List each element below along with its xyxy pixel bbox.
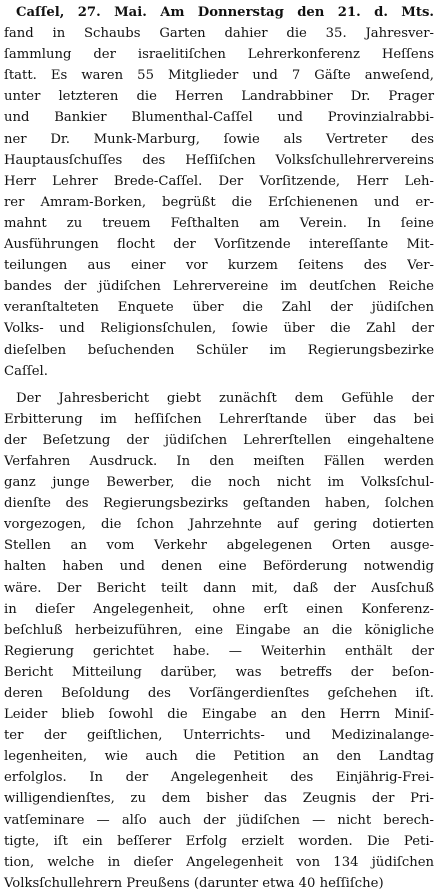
text-line: Volksſchullehrern Preußens (darunter etwa 40 heſſiſche): [4, 875, 384, 891]
text-line: deren Beſoldung des Vorſängerdienſtes geſchehen iſt.: [4, 686, 434, 701]
text-line: veranſtalteten Enquete über die Zahl der jüdiſchen: [4, 300, 434, 316]
text-line: wäre. Der Bericht teilt dann mit, daß der Ausſchuß: [4, 580, 434, 596]
text-line: Caſſel, 27. Mai. Am Donnerstag den 21. d. Mts.: [16, 5, 434, 20]
text-line: Erbitterung im heſſiſchen Lehrerſtande über das bei: [4, 411, 434, 427]
text-line: teilungen aus einer vor kurzem ſeitens des Ver-: [4, 258, 434, 274]
text-line: dienſte des Regierungsbezirks geſtanden haben, ſolchen: [4, 496, 434, 512]
text-line: ſtatt. Es waren 55 Mitglieder und 7 Gäſte anweſend,: [4, 68, 434, 84]
text-line: ner Dr. Munk-Marburg, ſowie als Vertreter des: [4, 131, 434, 147]
text-line: ſammlung der israelitiſchen Lehrerkonferenz Heſſens: [4, 47, 434, 63]
article-column: [4, 2, 434, 894]
text-line: unter letzteren die Herren Landrabbiner Dr. Prager: [4, 89, 434, 105]
text-line: fand in Schaubs Garten dahier die 35. Jahresver-: [4, 26, 434, 42]
text-line: vatſeminare — alſo auch der jüdiſchen — nicht berech-: [4, 812, 434, 828]
text-line: mahnt zu treuem Feſthalten am Verein. In ſeine: [4, 215, 434, 231]
text-line: der Beſetzung der jüdiſchen Lehrerſtellen eingehaltene: [4, 432, 434, 448]
text-line: willigendienſtes, zu dem bisher das Zeugnis der Pri-: [4, 791, 434, 807]
text-line: Hauptausſchuſſes des Heſſiſchen Volksſchullehrervereins: [4, 152, 434, 168]
text-line: Verfahren Ausdruck. In den meiſten Fällen werden: [4, 453, 434, 469]
text-line: halten haben und denen eine Beförderung notwendig: [4, 559, 434, 575]
text-line: tion, welche in dieſer Angelegenheit von 134 jüdiſchen: [4, 854, 434, 870]
text-line: Der Jahresbericht giebt zunächſt dem Gefühle der: [16, 390, 434, 406]
text-line: Leider blieb ſowohl die Eingabe an den Herrn Miniſ-: [4, 707, 434, 723]
text-line: erfolglos. In der Angelegenheit des Einjährig-Frei-: [4, 770, 434, 786]
text-line: legenheiten, wie auch die Petition an den Landtag: [4, 749, 434, 765]
text-line: bandes der jüdiſchen Lehrervereine im deutſchen Reiche: [4, 279, 434, 295]
text-line: Bericht Mitteilung darüber, was betreffs der beſon-: [4, 664, 434, 680]
text-line: Ausführungen flocht der Vorſitzende intereſſante Mit-: [4, 237, 434, 253]
text-line: Regierung gerichtet habe. — Weiterhin enthält der: [4, 643, 434, 659]
text-line: beſchluß herbeizuführen, eine Eingabe an die königliche: [4, 622, 434, 638]
text-line: Herr Lehrer Brede-Caſſel. Der Vorſitzende, Herr Leh-: [4, 173, 434, 189]
article-paragraph: [4, 388, 434, 894]
text-line: dieſelben beſuchenden Schüler im Regierungsbezirke: [4, 342, 434, 358]
text-line: und Bankier Blumenthal-Caſſel und Provinzialrabbi-: [4, 110, 434, 126]
text-line: Volks- und Religionsſchulen, ſowie über die Zahl der: [4, 321, 434, 337]
text-line: rer Amram-Borken, begrüßt die Erſchienenen und er-: [4, 194, 434, 210]
text-line: ter der geiſtlichen, Unterrichts- und Medizinalange-: [4, 728, 434, 744]
text-line: tigte, iſt ein beſſerer Erfolg erzielt worden. Die Peti-: [4, 833, 434, 849]
text-line: in dieſer Angelegenheit, ohne erſt einen Konferenz-: [4, 601, 434, 617]
text-line: Caſſel.: [4, 363, 48, 379]
text-line: Stellen an vom Verkehr abgelegenen Orten ausge-: [4, 538, 434, 554]
text-line: vorgezogen, die ſchon Jahrzehnte auf gering dotierten: [4, 517, 434, 533]
text-line: ganz junge Bewerber, die noch nicht im Volksſchul-: [4, 475, 434, 491]
article-paragraph: [4, 2, 434, 382]
